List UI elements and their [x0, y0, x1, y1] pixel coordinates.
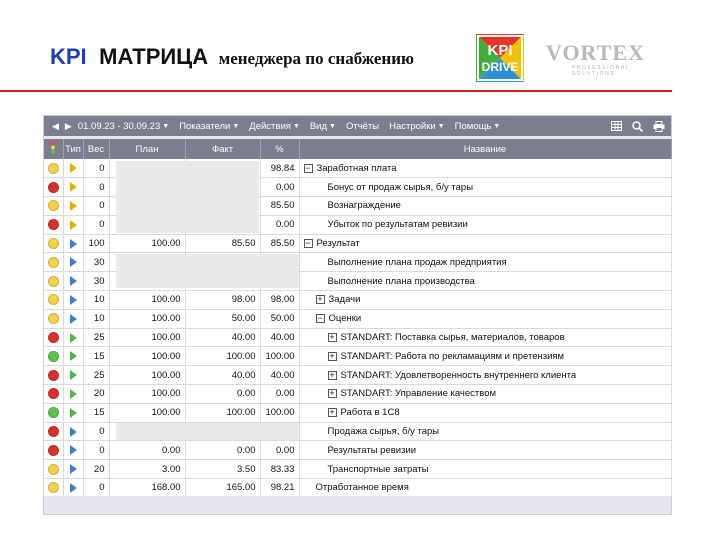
type-cell — [63, 272, 83, 291]
weight-cell: 0 — [83, 178, 109, 197]
row-name-label: Оценки — [328, 313, 362, 325]
menu-indicators[interactable] — [179, 121, 239, 132]
col-name[interactable]: Название — [299, 139, 671, 159]
fact-cell: 98.00 — [185, 291, 260, 310]
type-triangle-icon — [70, 220, 77, 230]
weight-cell: 0 — [83, 197, 109, 216]
chevron-left-icon[interactable]: ◀ — [52, 120, 59, 131]
status-dot-icon — [48, 426, 59, 437]
status-cell — [44, 422, 63, 441]
name-cell[interactable] — [299, 403, 671, 422]
plan-cell: 100.00 — [109, 403, 185, 422]
weight-cell: 30 — [83, 272, 109, 291]
status-cell — [44, 366, 63, 385]
percent-cell: 98.00 — [260, 291, 299, 310]
percent-cell: 40.00 — [260, 328, 299, 347]
status-dot-icon — [48, 219, 59, 230]
row-name-label: Транспортные затраты — [327, 463, 429, 475]
status-dot-icon — [48, 238, 59, 249]
percent-cell: 100.00 — [260, 403, 299, 422]
title-subtitle: менеджера по снабжению — [218, 49, 414, 68]
fact-cell: 0.00 — [185, 385, 260, 404]
weight-cell: 20 — [83, 385, 109, 404]
expand-icon[interactable]: + — [329, 407, 335, 418]
type-triangle-icon — [70, 314, 77, 324]
type-cell — [63, 441, 83, 460]
row-name-label: Вознаграждение — [327, 200, 401, 212]
row-name-label: Результаты ревизии — [327, 444, 417, 456]
fact-cell: 40.00 — [185, 328, 260, 347]
table-row[interactable] — [44, 441, 671, 460]
status-cell — [44, 347, 63, 366]
period-selector[interactable] — [78, 121, 169, 132]
table-row[interactable] — [44, 366, 671, 385]
status-dot-icon — [48, 182, 59, 193]
status-cell — [44, 291, 63, 310]
row-name-label: Убыток по результатам ревизии — [327, 219, 468, 231]
name-cell[interactable] — [299, 328, 671, 347]
percent-cell: 98.84 — [260, 159, 299, 178]
vortex-logo — [546, 40, 676, 77]
name-cell[interactable] — [299, 215, 671, 234]
percent-cell: 0.00 — [260, 215, 299, 234]
col-plan[interactable]: План — [109, 139, 185, 159]
menu-actions[interactable] — [249, 121, 300, 132]
type-triangle-icon — [70, 483, 77, 493]
table-row[interactable] — [44, 234, 671, 253]
type-cell — [63, 215, 83, 234]
type-triangle-icon — [70, 257, 77, 267]
type-triangle-icon — [70, 445, 77, 455]
percent-cell: 0.00 — [260, 178, 299, 197]
name-cell[interactable] — [299, 178, 671, 197]
fact-cell: 100.00 — [185, 347, 260, 366]
chevron-down-icon: ▼ — [329, 122, 336, 130]
percent-cell: 0.00 — [260, 385, 299, 404]
type-triangle-icon — [70, 295, 77, 305]
table-row[interactable] — [44, 309, 671, 328]
page-title — [50, 44, 414, 74]
percent-cell: 85.50 — [260, 234, 299, 253]
percent-cell: 85.50 — [260, 197, 299, 216]
status-cell — [44, 234, 63, 253]
header-divider — [0, 90, 672, 92]
menu-label: Вид — [309, 120, 328, 132]
percent-cell: 83.33 — [260, 460, 299, 479]
menu-label: Действия — [249, 120, 291, 132]
table-header-row — [44, 139, 671, 159]
vortex-logo-subtext: PROFESSIONAL SOLUTIONS — [572, 65, 630, 77]
type-triangle-icon — [70, 351, 77, 361]
menu-reports[interactable] — [346, 121, 379, 132]
row-name-label: STANDART: Управление качеством — [340, 388, 497, 400]
toolbar-right-icons — [611, 116, 665, 136]
weight-cell: 20 — [83, 460, 109, 479]
row-name-label: STANDART: Поставка сырья, материалов, товаров — [340, 332, 565, 344]
chevron-down-icon: ▼ — [493, 122, 501, 130]
type-triangle-icon — [70, 389, 77, 399]
expand-icon[interactable]: + — [317, 294, 323, 305]
name-cell[interactable] — [299, 441, 671, 460]
row-name-label: STANDART: Работа по рекламациям и претензиям — [340, 350, 565, 362]
plan-cell: 3.00 — [109, 460, 185, 479]
name-cell[interactable] — [299, 197, 671, 216]
title-kpi: KPI — [50, 44, 87, 69]
row-name-label: Выполнение плана производства — [327, 275, 475, 287]
status-cell — [44, 215, 63, 234]
name-cell[interactable] — [299, 479, 671, 498]
type-cell — [63, 385, 83, 404]
row-name-label: STANDART: Удовлетворенность внутреннего клиента — [340, 369, 577, 381]
row-name-label: Работа в 1С8 — [340, 407, 400, 419]
plan-cell: 0.00 — [109, 441, 185, 460]
name-cell[interactable] — [299, 253, 671, 272]
print-icon[interactable] — [653, 121, 665, 132]
vortex-logo-text: VORTEX — [546, 40, 645, 65]
weight-cell: 0 — [83, 479, 109, 498]
type-triangle-icon — [70, 408, 77, 418]
percent-cell: 100.00 — [260, 347, 299, 366]
name-cell[interactable] — [299, 422, 671, 441]
menu-label: Показатели — [179, 120, 231, 132]
status-dot-icon — [48, 313, 59, 324]
status-cell — [44, 253, 63, 272]
type-triangle-icon — [70, 276, 77, 286]
name-cell[interactable] — [299, 234, 671, 253]
name-cell[interactable] — [299, 366, 671, 385]
row-name-label: Бонус от продаж сырья, б/у тары — [327, 181, 474, 193]
chevron-down-icon: ▼ — [292, 122, 300, 130]
toolbar — [44, 116, 671, 136]
menu-settings[interactable] — [389, 121, 445, 132]
weight-cell: 15 — [83, 403, 109, 422]
percent-cell: 50.00 — [260, 309, 299, 328]
plan-cell: 100.00 — [109, 234, 185, 253]
menu-help[interactable] — [455, 121, 501, 132]
status-dot-icon — [48, 464, 59, 475]
type-cell — [63, 347, 83, 366]
col-weight[interactable]: Вес — [83, 139, 109, 159]
percent-cell: 98.21 — [260, 479, 299, 498]
type-triangle-icon — [70, 182, 77, 192]
fact-cell: 0.00 — [185, 441, 260, 460]
status-cell — [44, 197, 63, 216]
plan-cell: 168.00 — [109, 479, 185, 498]
plan-cell: 100.00 — [109, 309, 185, 328]
plan-cell: 100.00 — [109, 385, 185, 404]
weight-cell: 10 — [83, 309, 109, 328]
type-triangle-icon — [70, 239, 77, 249]
status-cell — [44, 460, 63, 479]
collapse-icon[interactable]: − — [305, 238, 311, 249]
expand-icon[interactable]: + — [329, 388, 335, 399]
name-cell[interactable] — [299, 385, 671, 404]
row-name-label: Продажа сырья, б/у тары — [327, 426, 440, 438]
name-cell[interactable] — [299, 460, 671, 479]
status-dot-icon — [48, 163, 59, 174]
table-row[interactable] — [44, 347, 671, 366]
kpi-matrix-window — [43, 115, 672, 515]
status-dot-icon — [48, 200, 59, 211]
type-cell — [63, 291, 83, 310]
status-dot-icon — [48, 482, 59, 493]
type-triangle-icon — [70, 370, 77, 380]
status-cell — [44, 479, 63, 498]
fact-cell: 40.00 — [185, 366, 260, 385]
percent-cell: 40.00 — [260, 366, 299, 385]
status-cell — [44, 441, 63, 460]
weight-cell: 0 — [83, 215, 109, 234]
plan-cell: 100.00 — [109, 291, 185, 310]
row-name-label: Отработанное время — [315, 482, 409, 494]
weight-cell: 0 — [83, 159, 109, 178]
menu-label: Отчёты — [345, 120, 380, 132]
weight-cell: 25 — [83, 366, 109, 385]
fact-cell: 3.50 — [185, 460, 260, 479]
plan-cell: 100.00 — [109, 328, 185, 347]
status-dot-icon — [48, 332, 59, 343]
col-percent[interactable]: % — [260, 139, 299, 159]
title-matrix: МАТРИЦА — [99, 44, 209, 69]
type-triangle-icon — [70, 163, 77, 173]
grid-icon[interactable] — [611, 121, 622, 131]
weight-cell: 100 — [83, 234, 109, 253]
status-dot-icon — [48, 276, 59, 287]
kpi-logo-bottom: DRIVE — [481, 60, 519, 74]
name-cell[interactable] — [299, 309, 671, 328]
redacted-block — [116, 254, 299, 288]
expand-icon[interactable]: + — [329, 369, 335, 380]
name-cell[interactable] — [299, 291, 671, 310]
weight-cell: 15 — [83, 347, 109, 366]
traffic-light-icon — [50, 141, 56, 154]
fact-cell: 50.00 — [185, 309, 260, 328]
redacted-block — [116, 423, 299, 440]
status-cell — [44, 309, 63, 328]
table-row[interactable] — [44, 328, 671, 347]
chevron-down-icon: ▼ — [162, 122, 170, 130]
type-cell — [63, 460, 83, 479]
type-cell — [63, 403, 83, 422]
status-dot-icon — [48, 370, 59, 381]
row-name-label: Результат — [316, 238, 360, 250]
row-name-label: Задачи — [328, 294, 361, 306]
plan-cell: 100.00 — [109, 347, 185, 366]
table-row[interactable] — [44, 403, 671, 422]
type-triangle-icon — [70, 333, 77, 343]
weight-cell: 25 — [83, 328, 109, 347]
fact-cell: 85.50 — [185, 234, 260, 253]
table-row[interactable] — [44, 385, 671, 404]
status-dot-icon — [48, 388, 59, 399]
status-cell — [44, 328, 63, 347]
status-cell — [44, 403, 63, 422]
weight-cell: 10 — [83, 291, 109, 310]
kpi-drive-logo — [476, 34, 524, 82]
col-type[interactable]: Тип — [63, 139, 83, 159]
type-triangle-icon — [70, 427, 77, 437]
status-dot-icon — [48, 407, 59, 418]
chevron-right-icon[interactable]: ▶ — [64, 120, 72, 131]
type-cell — [63, 422, 83, 441]
type-cell — [63, 234, 83, 253]
row-name-label: Заработная плата — [316, 162, 397, 174]
chevron-down-icon: ▼ — [232, 122, 240, 130]
status-dot-icon — [48, 351, 59, 362]
type-cell — [63, 197, 83, 216]
menu-label: Настройки — [389, 120, 436, 132]
fact-cell: 100.00 — [185, 403, 260, 422]
redacted-block — [116, 161, 259, 233]
fact-cell: 165.00 — [185, 479, 260, 498]
status-dot-icon — [48, 294, 59, 305]
table-row[interactable] — [44, 479, 671, 498]
type-cell — [63, 479, 83, 498]
weight-cell: 30 — [83, 253, 109, 272]
type-cell — [63, 366, 83, 385]
name-cell[interactable] — [299, 272, 671, 291]
status-cell — [44, 178, 63, 197]
type-cell — [63, 309, 83, 328]
weight-cell: 0 — [83, 441, 109, 460]
status-dot-icon — [48, 257, 59, 268]
search-icon[interactable] — [632, 121, 643, 132]
chevron-down-icon: ▼ — [437, 122, 445, 130]
weight-cell: 0 — [83, 422, 109, 441]
menu-label: Помощь — [454, 120, 492, 132]
menu-view[interactable] — [310, 121, 336, 132]
type-cell — [63, 328, 83, 347]
kpi-logo-top: KPI — [487, 42, 513, 59]
expand-icon[interactable]: + — [329, 332, 335, 343]
collapse-icon[interactable]: − — [305, 162, 311, 173]
type-cell — [63, 159, 83, 178]
col-status[interactable] — [44, 139, 63, 159]
status-cell — [44, 385, 63, 404]
collapse-icon[interactable]: − — [317, 313, 323, 324]
table-row[interactable] — [44, 460, 671, 479]
row-name-label: Выполнение плана продаж предприятия — [327, 256, 507, 268]
type-triangle-icon — [70, 201, 77, 211]
col-fact[interactable]: Факт — [185, 139, 260, 159]
name-cell[interactable] — [299, 347, 671, 366]
status-dot-icon — [48, 445, 59, 456]
status-cell — [44, 159, 63, 178]
type-cell — [63, 178, 83, 197]
percent-cell: 0.00 — [260, 441, 299, 460]
name-cell[interactable] — [299, 159, 671, 178]
period-label: 01.09.23 - 30.09.23 — [77, 120, 161, 132]
status-cell — [44, 272, 63, 291]
expand-icon[interactable]: + — [329, 350, 335, 361]
plan-cell: 100.00 — [109, 366, 185, 385]
table-footer — [44, 496, 671, 514]
type-triangle-icon — [70, 464, 77, 474]
table-row[interactable] — [44, 291, 671, 310]
type-cell — [63, 253, 83, 272]
